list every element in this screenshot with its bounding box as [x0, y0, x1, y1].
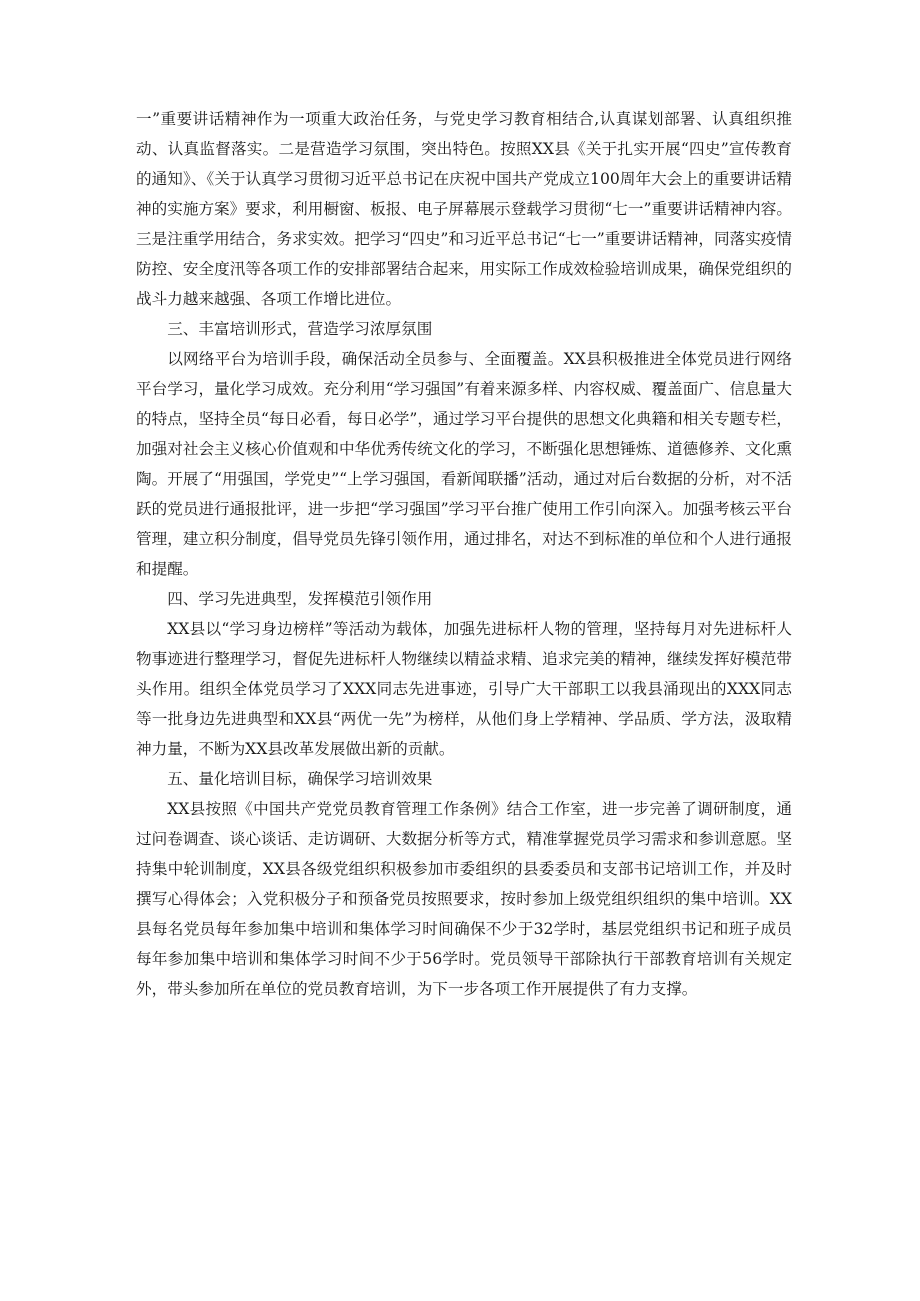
paragraph-section-4: XX县以“学习身边榜样”等活动为载体，加强先进标杆人物的管理，坚持每月对先进标杆人物事迹进行整理学习，督促先进标杆人物继续以精益求精、追求完美的精神，继续发挥好模范带头作用。组织全体党员学习了XXX同志先进事迹，引导广大干部职工以我县涌现出的XXX同志等一批身边先进典型和XX县“两优一先”为榜样，从他们身上学精神、学品质、学方法，汲取精神力量，不断为XX县改革发展做出新的贡献。	[136, 620, 792, 758]
paragraph-continued: 一”重要讲话精神作为一项重大政治任务，与党史学习教育相结合,认真谋划部署、认真组织推动、认真监督落实。二是营造学习氛围，突出特色。按照XX县《关于扎实开展“四史”宣传教育的通知》、《关于认真学习贯彻习近平总书记在庆祝中国共产党成立100周年大会上的重要讲话精神的实施方案》要求，利用橱窗、板报、电子屏幕展示登载学习贯彻“七一”重要讲话精神内容。三是注重学用结合，务求实效。把学习“四史”和习近平总书记“七一”重要讲话精神，同落实疫情防控、安全度汛等各项工作的安排部署结合起来，用实际工作成效检验培训成果，确保党组织的战斗力越来越强、各项工作增比进位。	[136, 110, 792, 308]
paragraph-section-3: 以网络平台为培训手段，确保活动全员参与、全面覆盖。XX县积极推进全体党员进行网络平台学习，量化学习成效。充分利用“学习强国”有着来源多样、内容权威、覆盖面广、信息量大的特点，坚持全员“每日必看，每日必学”，通过学习平台提供的思想文化典籍和相关专题专栏，加强对社会主义核心价值观和中华优秀传统文化的学习，不断强化思想锤炼、道德修养、文化熏陶。开展了“用强国，学党史”“上学习强国，看新闻联播”活动，通过对后台数据的分析，对不活跃的党员进行通报批评，进一步把“学习强国”学习平台推广使用工作引向深入。加强考核云平台管理，建立积分制度，倡导党员先锋引领作用，通过排名，对达不到标准的单位和个人进行通报和提醒。	[136, 350, 792, 578]
document-body	[136, 104, 792, 1004]
section-heading-5: 五、量化培训目标，确保学习培训效果	[167, 770, 433, 788]
section-heading-4: 四、学习先进典型，发挥模范引领作用	[167, 590, 433, 608]
paragraph-section-5: XX县按照《中国共产党党员教育管理工作条例》结合工作室，进一步完善了调研制度，通过问卷调查、谈心谈话、走访调研、大数据分析等方式，精准掌握党员学习需求和参训意愿。坚持集中轮训制度，XX县各级党组织积极参加市委组织的县委委员和支部书记培训工作，并及时撰写心得体会；入党积极分子和预备党员按照要求，按时参加上级党组织组织的集中培训。XX县每名党员每年参加集中培训和集体学习时间确保不少于32学时，基层党组织书记和班子成员每年参加集中培训和集体学习时间不少于56学时。党员领导干部除执行干部教育培训有关规定外，带头参加所在单位的党员教育培训，为下一步各项工作开展提供了有力支撑。	[136, 800, 792, 998]
section-heading-3: 三、丰富培训形式，营造学习浓厚氛围	[167, 320, 433, 338]
